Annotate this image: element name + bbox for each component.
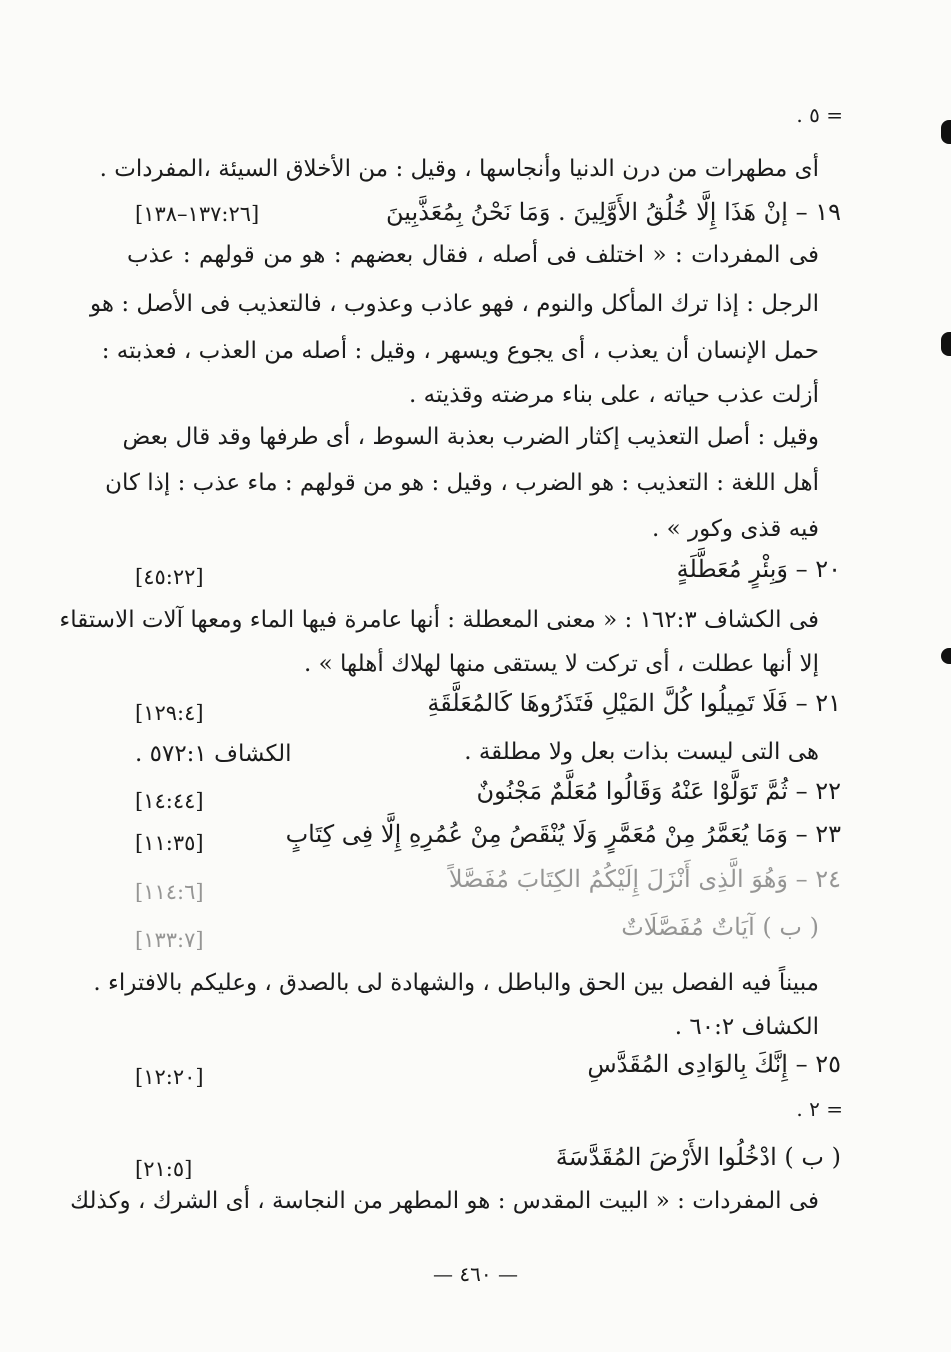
verse-25: ٢٥ – إِنَّكَ بِالوَادِى المُقَدَّسِ [587,1050,841,1078]
ref-25: [١٢:٢٠] [135,1065,204,1089]
verse-23: ٢٣ – وَمَا يُعَمَّرُ مِنْ مُعَمَّرٍ وَلَا يُنْقَصُ مِنْ عُمُرِهِ إِلَّا فِى كِتَابٍ [285,820,841,848]
ref-24b: [١٣٣:٧] [135,928,204,952]
text-line: فى المفردات : « البيت المقدس : هو المطهر من النجاسة ، أى الشرك ، وكذلك [70,1188,819,1214]
ref-25b: [٢١:٥] [135,1157,193,1181]
text-line: فى الكشاف ١٦٢:٣ : « معنى المعطلة : أنها عامرة فيها الماء ومعها آلات الاستقاء [59,607,819,633]
ref-24: [١١٤:٦] [135,880,204,904]
binding-mark [941,648,951,664]
text-line: هى التى ليست بذات بعل ولا مطلقة . [464,739,819,765]
header-marker: = ٥ . [796,103,843,127]
text-line: إلا أنها عطلت ، أى تركت لا يستقى منها لهلاك أهلها » . [304,651,819,677]
ref-22: [١٤:٤٤] [135,789,204,813]
text-line: وقيل : أصل التعذيب إكثار الضرب بعذبة السوط ، أى طرفها وقد قال بعض [122,424,819,450]
ref-20: [٤٥:٢٢] [135,565,204,589]
citation: الكشاف ٥٧٢:١ . [135,741,292,767]
verse-25b: ( ب ) ادْخُلُوا الأَرْضَ المُقَدَّسَةَ [555,1143,841,1171]
text-line: فيه قذى وكور » . [651,516,819,542]
text-line: فى المفردات : « اختلف فى أصله ، فقال بعضهم : هو من قولهم : عذب [127,242,819,268]
section-marker: = ٢ . [796,1097,843,1121]
ref-19: [١٣٧:٢٦–١٣٨] [135,202,260,226]
binding-mark [941,332,951,356]
text-line: أى مطهرات من درن الدنيا وأنجاسها ، وقيل : من الأخلاق السيئة ،المفردات . [99,156,819,182]
binding-mark [941,120,951,144]
ref-21: [١٢٩:٤] [135,701,204,725]
text-line: حمل الإنسان أن يعذب ، أى يجوع ويسهر ، وقيل : أصله من العذب ، فعذبته : [101,338,819,364]
verse-24: ٢٤ – وَهُوَ الَّذِى أَنْزَلَ إِلَيْكُمُ الكِتَابَ مُفَصَّلاً [448,865,841,893]
text-line: أزلت عذب حياته ، على بناء مرضته وقذيته . [409,382,819,408]
verse-19: ١٩ – إنْ هَذَا إِلَّا خُلُقُ الأَوَّلِينَ . وَمَا نَحْنُ بِمُعَذَّبِينَ [386,198,841,226]
citation: الكشاف ٦٠:٢ . [674,1014,819,1040]
ref-23: [١١:٣٥] [135,831,204,855]
text-line: أهل اللغة : التعذيب : هو الضرب ، وقيل : هو من قولهم : ماء عذب : إذا كان [105,470,819,496]
text-line: مبيناً فيه الفصل بين الحق والباطل ، والشهادة لى بالصدق ، وعليكم بالافتراء . [93,970,819,996]
verse-20: ٢٠ – وَبِئْرٍ مُعَطَّلَةٍ [676,555,841,583]
verse-21: ٢١ – فَلَا تَمِيلُوا كُلَّ المَيْلِ فَتَذَرُوهَا كَالمُعَلَّقَةِ [427,689,841,717]
verse-24b: ( ب ) آيَاتٌ مُفَصَّلَاتٌ [621,913,819,941]
verse-22: ٢٢ – ثُمَّ تَوَلَّوْا عَنْهُ وَقَالُوا مُعَلَّمٌ مَجْنُونٌ [476,777,841,805]
text-line: الرجل : إذا ترك المأكل والنوم ، فهو عاذب وعذوب ، فالتعذيب فى الأصل : هو [90,291,819,317]
page-number: — ٤٦٠ — [433,1262,518,1286]
